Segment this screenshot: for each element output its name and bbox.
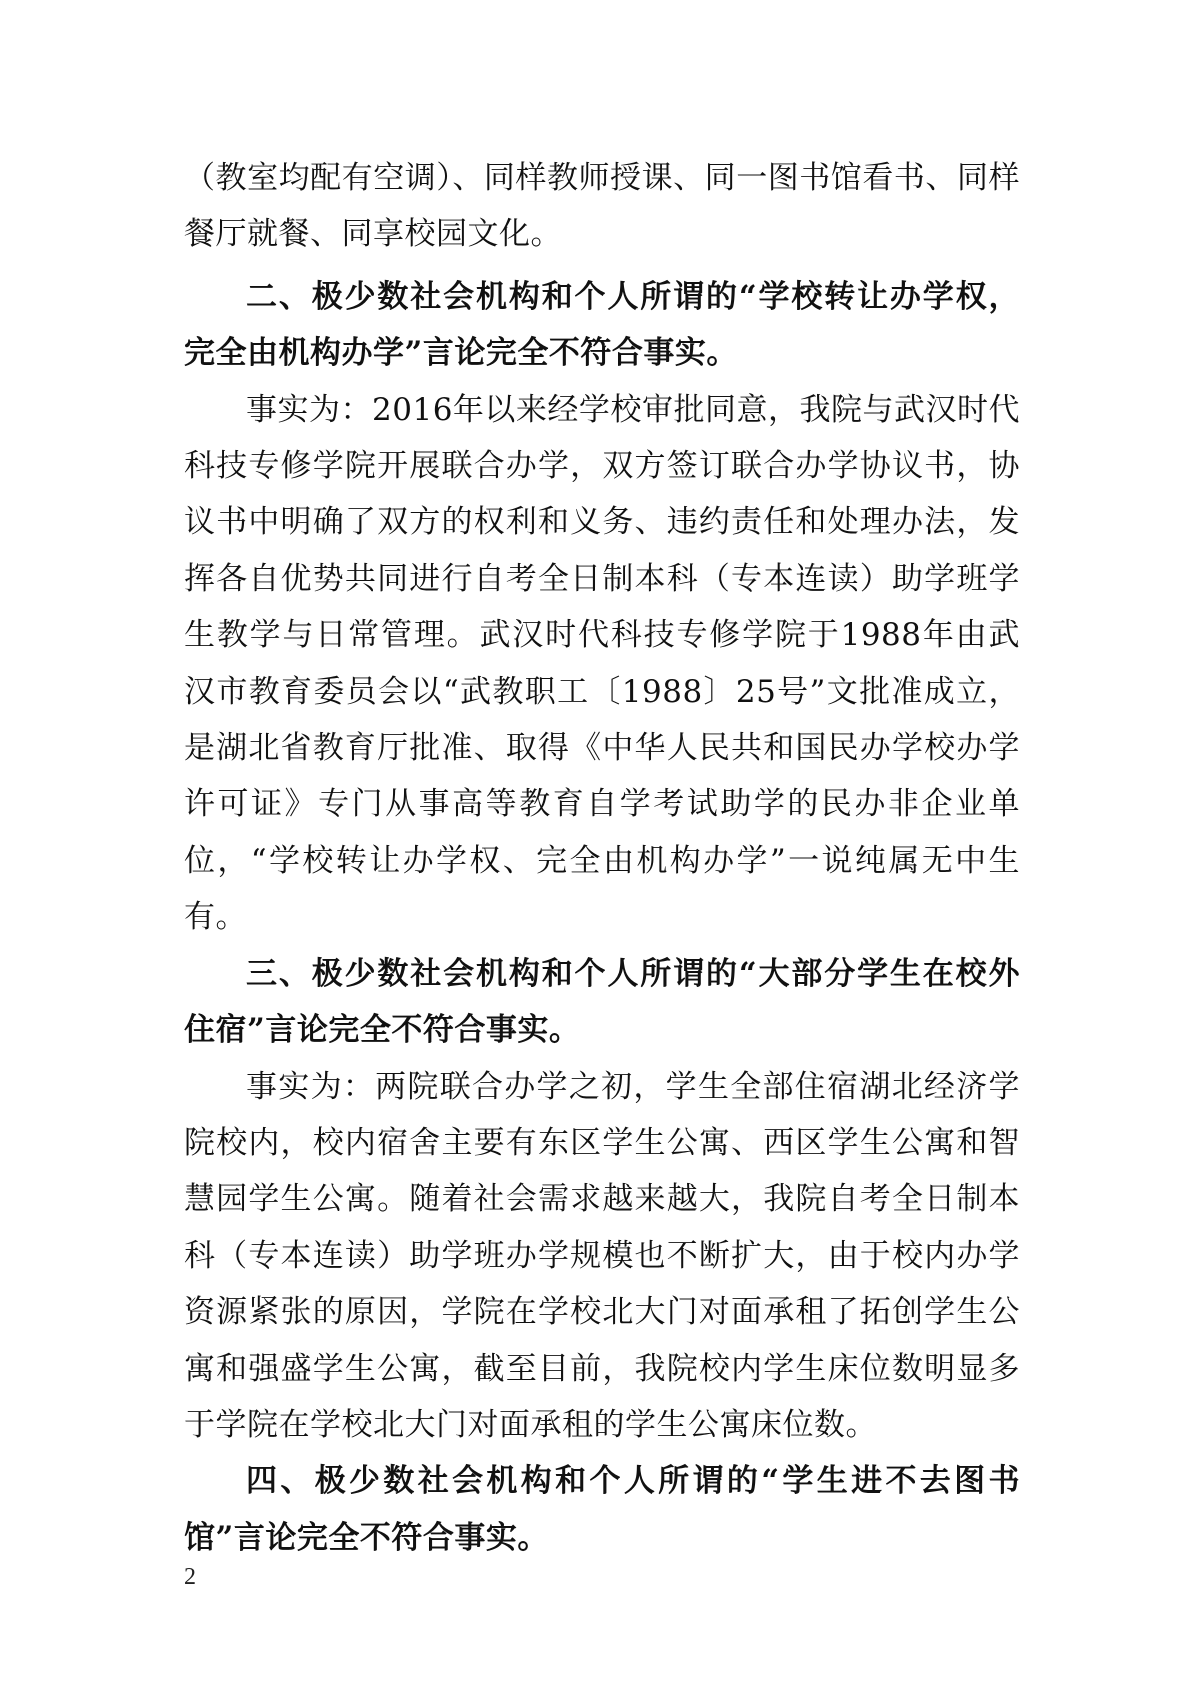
section-heading-3: 三、极少数社会机构和个人所谓的“大部分学生在校外住宿”言论完全不符合事实。 bbox=[184, 955, 1020, 1049]
section-heading-4: 四、极少数社会机构和个人所谓的“学生进不去图书馆”言论完全不符合事实。 bbox=[184, 1463, 1020, 1556]
section-heading-2: 二、极少数社会机构和个人所谓的“学校转让办学权，完全由机构办学”言论完全不符合事实。 bbox=[184, 278, 1020, 372]
document-body bbox=[184, 150, 1020, 1566]
paragraph-continuation: （教室均配有空调）、同样教师授课、同一图书馆看书、同样餐厅就餐、同享校园文化。 bbox=[184, 160, 1020, 253]
section-body-2: 事实为：2016年以来经学校审批同意，我院与武汉时代科技专修学院开展联合办学，双方签订联合办学协议书，协议书中明确了双方的权利和义务、违约责任和处理办法，发挥各自优势共同进行自考全日制本科（专本连读）助学班学生教学与日常管理。武汉时代科技专修学院于1988年由武汉市教育委员会以“武教职工〔1988〕25号”文批准成立，是湖北省教育厅批准、取得《中华人民共和国民办学校办学许可证》专门从事高等教育自学考试助学的民办非企业单位，“学校转让办学权、完全由机构办学”一说纯属无中生有。 bbox=[184, 391, 1020, 936]
section-body-3: 事实为：两院联合办学之初，学生全部住宿湖北经济学院校内，校内宿舍主要有东区学生公寓、西区学生公寓和智慧园学生公寓。随着社会需求越来越大，我院自考全日制本科（专本连读）助学班办学规模也不断扩大，由于校内办学资源紧张的原因，学院在学校北大门对面承租了拓创学生公寓和强盛学生公寓，截至目前，我院校内学生床位数明显多于学院在学校北大门对面承租的学生公寓床位数。 bbox=[184, 1068, 1020, 1443]
page-number: 2 bbox=[184, 1564, 196, 1590]
